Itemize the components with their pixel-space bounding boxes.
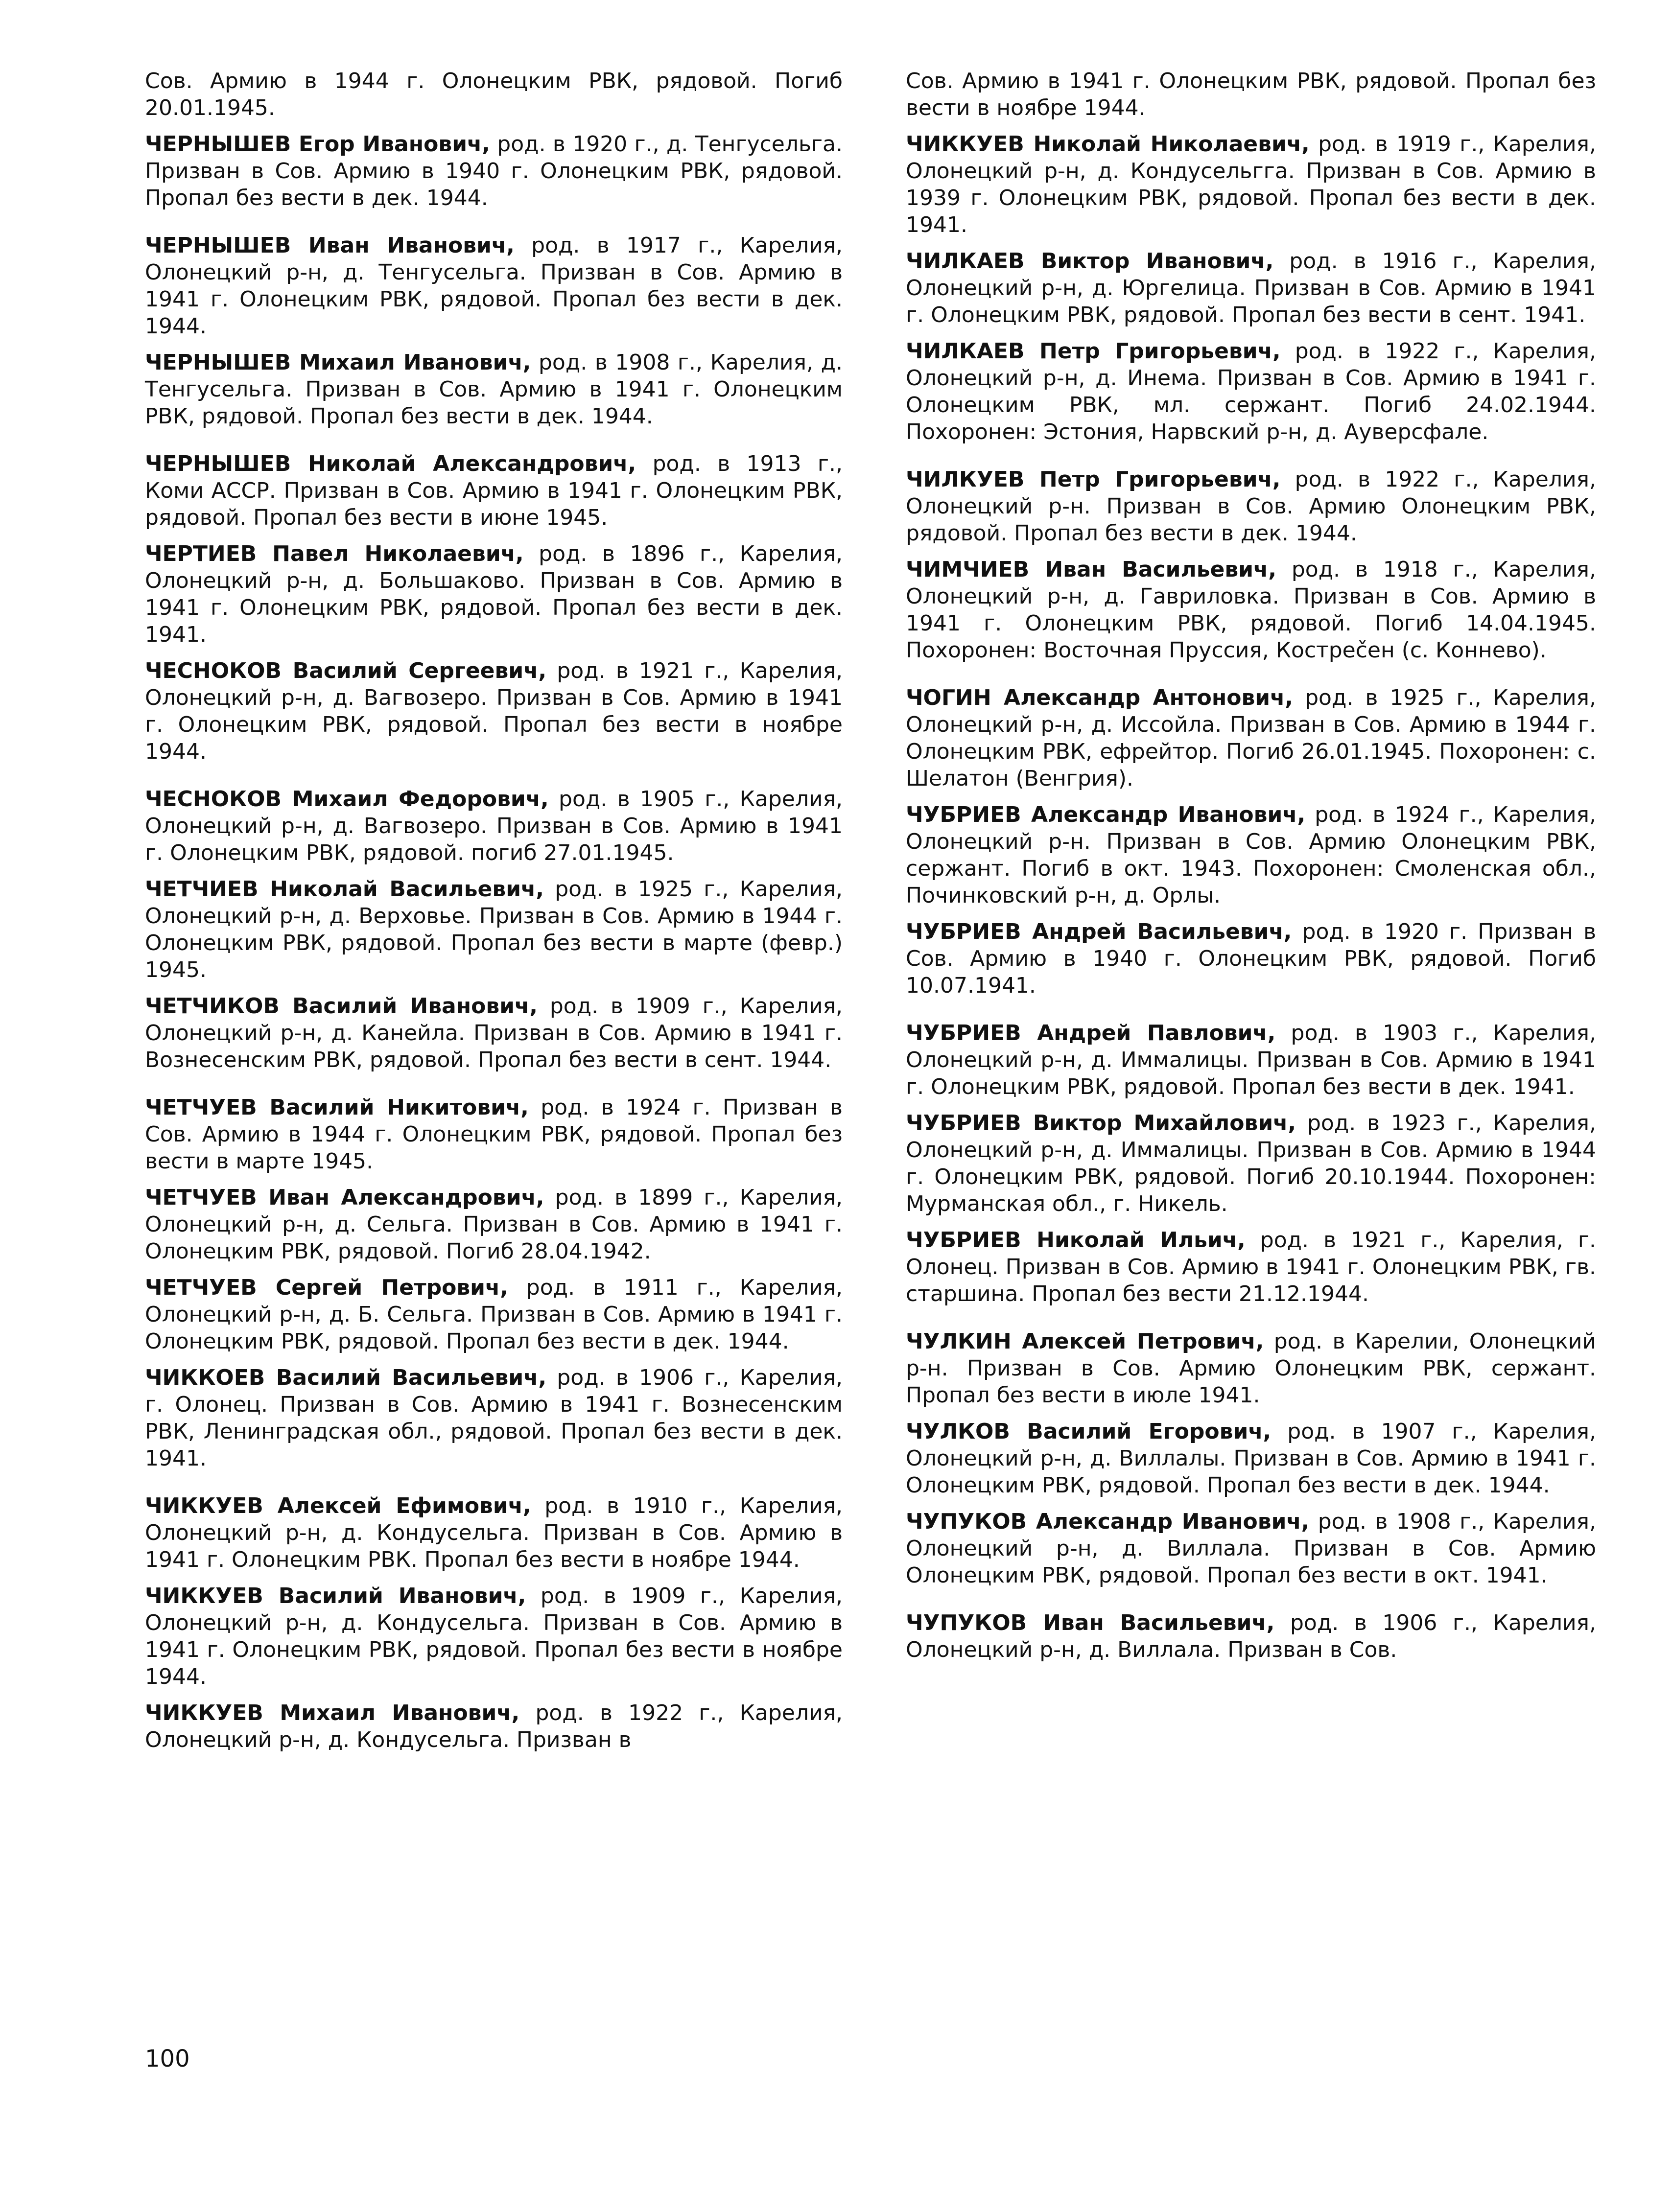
entry-text: род. в 1922 г., Карелия, Олонецкий р-н, д. Кондусельга. Призван в xyxy=(145,1700,843,1752)
entry-name: ЧУБРИЕВ Николай Ильич, xyxy=(906,1228,1246,1253)
entry-text: род. в 1907 г., Карелия, Олонецкий р-н, д. Виллалы. Призван в Сов. Армию в 1941 г. Олонецким РВК, рядовой. Пропал без вести в дек. 1944. xyxy=(906,1419,1596,1498)
entry-name: ЧЕТЧУЕВ Сергей Петрович, xyxy=(145,1275,508,1300)
entry-name: ЧИККУЕВ Алексей Ефимович, xyxy=(145,1493,531,1518)
list-entry xyxy=(906,338,1596,445)
entry-name: ЧИККУЕВ Николай Николаевич, xyxy=(906,132,1310,157)
entry-text: род. в 1910 г., Карелия, Олонецкий р-н, д. Кондусельга. Призван в Сов. Армию в 1941 г. Олонецким РВК. Пропал без вести в ноябре 1944. xyxy=(145,1493,843,1572)
list-entry xyxy=(906,801,1596,909)
entry-text: род. в 1920 г., д. Тенгусельга. Призван в Сов. Армию в 1940 г. Олонецким РВК, рядовой. Пропал без вести в дек. 1944. xyxy=(145,132,843,210)
entry-name: ЧЕРНЫШЕВ Михаил Иванович, xyxy=(145,350,531,375)
list-entry xyxy=(906,1418,1596,1499)
entry-text: род. в 1923 г., Карелия, Олонецкий р-н, д. Иммалицы. Призван в Сов. Армию в 1944 г. Олонецким РВК, рядовой. Погиб 20.10.1944. Похоронен: Мурманская обл., г. Никель. xyxy=(906,1111,1596,1216)
list-entry xyxy=(906,131,1596,238)
list-entry xyxy=(906,1227,1596,1307)
entry-name: ЧУПУКОВ Иван Васильевич, xyxy=(906,1610,1275,1635)
entry-text: род. в 1925 г., Карелия, Олонецкий р-н, д. Иссойла. Призван в Сов. Армию в 1944 г. Олонецким РВК, ефрейтор. Погиб 26.01.1945. Похоронен: с. Шелатон (Венгрия). xyxy=(906,685,1596,791)
entry-name: ЧИККОЕВ Василий Васильевич, xyxy=(145,1365,547,1390)
entry-text: род. в 1919 г., Карелия, Олонецкий р-н, д. Кондусельгга. Призван в Сов. Армию в 1939 г. Олонецким РВК, рядовой. Пропал без вести в дек. 1941. xyxy=(906,132,1597,237)
list-entry xyxy=(145,1184,843,1265)
entry-text: род. в 1922 г., Карелия, Олонецкий р-н. Призван в Сов. Армию Олонецким РВК, рядовой. Пропал без вести в дек. 1944. xyxy=(906,467,1597,546)
list-entry xyxy=(906,1110,1596,1217)
list-entry xyxy=(906,556,1596,664)
list-entry xyxy=(906,466,1596,547)
entry-text: род. в Карелии, Олонецкий р-н. Призван в Сов. Армию Олонецким РВК, сержант. Пропал без вести в июле 1941. xyxy=(906,1329,1596,1408)
entry-text: род. в 1909 г., Карелия, Олонецкий р-н, д. Канейла. Призван в Сов. Армию в 1941 г. Вознесенским РВК, рядовой. Пропал без вести в сент. 1944. xyxy=(145,994,843,1072)
entry-text: род. в 1916 г., Карелия, Олонецкий р-н, д. Юргелица. Призван в Сов. Армию в 1941 г. Олонецким РВК, рядовой. Пропал без вести в сент. 1941. xyxy=(906,249,1596,327)
entry-text: род. в 1906 г., Карелия, Олонецкий р-н, д. Виллала. Призван в Сов. xyxy=(906,1610,1596,1662)
entry-name: ЧИККУЕВ Василий Иванович, xyxy=(145,1583,526,1608)
list-entry xyxy=(145,1700,843,1753)
entry-text: Сов. Армию в 1944 г. Олонецким РВК, рядовой. Погиб 20.01.1945. xyxy=(145,69,843,120)
entry-text: род. в 1905 г., Карелия, Олонецкий р-н, д. Вагвозеро. Призван в Сов. Армию в 1941 г. Олонецким РВК, рядовой. погиб 27.01.1945. xyxy=(145,787,843,865)
entry-name: ЧУБРИЕВ Андрей Васильевич, xyxy=(906,919,1292,944)
list-entry xyxy=(145,1492,843,1573)
entry-name: ЧЕТЧИЕВ Николай Васильевич, xyxy=(145,877,544,902)
entry-text: род. в 1924 г. Призван в Сов. Армию в 1944 г. Олонецким РВК, рядовой. Пропал без вести в марте 1945. xyxy=(145,1095,843,1174)
entry-name: ЧЕСНОКОВ Василий Сергеевич, xyxy=(145,658,547,683)
entry-text: род. в 1899 г., Карелия, Олонецкий р-н, д. Сельга. Призван в Сов. Армию в 1941 г. Олонецким РВК, рядовой. Погиб 28.04.1942. xyxy=(145,1185,843,1264)
entry-text: род. в 1918 г., Карелия, Олонецкий р-н, д. Гавриловка. Призван в Сов. Армию в 1941 г. Олонецким РВК, рядовой. Погиб 14.04.1945. Похоронен: Восточная Пруссия, Кострečен (с. Коннево). xyxy=(906,557,1597,663)
list-entry xyxy=(145,232,843,340)
left-column xyxy=(145,68,843,1753)
entry-text: род. в 1909 г., Карелия, Олонецкий р-н, д. Кондусельга. Призван в Сов. Армию в 1941 г. Олонецким РВК, рядовой. Пропал без вести в ноябре 1944. xyxy=(145,1583,843,1689)
entry-name: ЧУБРИЕВ Александр Иванович, xyxy=(906,802,1306,827)
entry-name: ЧУЛКИН Алексей Петрович, xyxy=(906,1329,1264,1354)
entry-text: род. в 1920 г. Призван в Сов. Армию в 1940 г. Олонецким РВК, рядовой. Погиб 10.07.1941. xyxy=(906,919,1596,998)
list-entry xyxy=(145,1364,843,1472)
right-column xyxy=(906,68,1596,1663)
list-entry xyxy=(145,1583,843,1690)
entry-name: ЧИЛКАЕВ Петр Григорьевич, xyxy=(906,339,1281,364)
entry-name: ЧУБРИЕВ Виктор Михайлович, xyxy=(906,1111,1296,1136)
entry-text: род. в 1903 г., Карелия, Олонецкий р-н, д. Иммалицы. Призван в Сов. Армию в 1941 г. Олонецким РВК, рядовой. Пропал без вести в дек. 1941. xyxy=(906,1021,1597,1099)
entry-name: ЧУБРИЕВ Андрей Павлович, xyxy=(906,1021,1276,1046)
list-entry xyxy=(906,1609,1596,1663)
entry-text: род. в 1906 г., Карелия, г. Олонец. Призван в Сов. Армию в 1941 г. Вознесенским РВК, Ленинградская обл., рядовой. Пропал без вести в дек. 1941. xyxy=(145,1365,843,1471)
entry-text: род. в 1908 г., Карелия, Олонецкий р-н, д. Виллала. Призван в Сов. Армию Олонецким РВК, рядовой. Пропал без вести в окт. 1941. xyxy=(906,1509,1597,1588)
list-entry xyxy=(906,248,1596,328)
entry-name: ЧЕСНОКОВ Михаил Федорович, xyxy=(145,787,549,812)
entry-name: ЧУЛКОВ Василий Егорович, xyxy=(906,1419,1272,1444)
entry-name: ЧИМЧИЕВ Иван Васильевич, xyxy=(906,557,1276,582)
entry-name: ЧЕТЧУЕВ Иван Александрович, xyxy=(145,1185,544,1210)
page-number: 100 xyxy=(145,2045,190,2072)
list-entry xyxy=(906,1508,1596,1589)
entry-name: ЧЕРНЫШЕВ Иван Иванович, xyxy=(145,233,515,258)
entry-text: род. в 1917 г., Карелия, Олонецкий р-н, д. Тенгусельга. Призван в Сов. Армию в 1941 г. Олонецким РВК, рядовой. Пропал без вести в дек. 1944. xyxy=(145,233,843,339)
entry-text: род. в 1913 г., Коми АССР. Призван в Сов. Армию в 1941 г. Олонецким РВК, рядовой. Пропал без вести в июне 1945. xyxy=(145,451,843,530)
entry-text: род. в 1908 г., Карелия, д. Тенгусельга. Призван в Сов. Армию в 1941 г. Олонецким РВК, рядовой. Пропал без вести в дек. 1944. xyxy=(145,350,843,429)
entry-text: род. в 1896 г., Карелия, Олонецкий р-н, д. Большаково. Призван в Сов. Армию в 1941 г. Олонецким РВК, рядовой. Пропал без вести в дек. 1941. xyxy=(145,541,843,647)
list-entry xyxy=(906,68,1596,121)
entry-text: род. в 1911 г., Карелия, Олонецкий р-н, д. Б. Сельга. Призван в Сов. Армию в 1941 г. Олонецким РВК, рядовой. Пропал без вести в дек. 1944. xyxy=(145,1275,843,1354)
list-entry xyxy=(145,349,843,430)
list-entry xyxy=(906,1020,1596,1100)
entry-name: ЧОГИН Александр Антонович, xyxy=(906,685,1294,710)
entry-name: ЧУПУКОВ Александр Иванович, xyxy=(906,1509,1310,1534)
entry-name: ЧЕРТИЕВ Павел Николаевич, xyxy=(145,541,524,566)
entry-text: род. в 1924 г., Карелия, Олонецкий р-н. Призван в Сов. Армию Олонецким РВК, сержант. Погиб в окт. 1943. Похоронен: Смоленская обл., Починковский р-н, д. Орлы. xyxy=(906,802,1597,908)
list-entry xyxy=(906,1328,1596,1409)
entry-text: род. в 1921 г., Карелия, Олонецкий р-н, д. Вагвозеро. Призван в Сов. Армию в 1941 г. Олонецким РВК, рядовой. Пропал без вести в ноябре 1944. xyxy=(145,658,843,764)
list-entry xyxy=(145,131,843,211)
list-entry xyxy=(906,918,1596,999)
entry-text: род. в 1922 г., Карелия, Олонецкий р-н, д. Инема. Призван в Сов. Армию в 1941 г. Олонецким РВК, мл. сержант. Погиб 24.02.1944. Похоронен: Эстония, Нарвский р-н, д. Ауверсфале. xyxy=(906,339,1596,444)
entry-text: Сов. Армию в 1941 г. Олонецким РВК, рядовой. Пропал без вести в ноябре 1944. xyxy=(906,69,1596,120)
list-entry xyxy=(145,68,843,121)
list-entry xyxy=(145,1094,843,1175)
list-entry xyxy=(145,993,843,1073)
entry-name: ЧИЛКУЕВ Петр Григорьевич, xyxy=(906,467,1281,492)
entry-name: ЧЕТЧИКОВ Василий Иванович, xyxy=(145,994,538,1019)
list-entry xyxy=(145,540,843,648)
entry-name: ЧИЛКАЕВ Виктор Иванович, xyxy=(906,249,1274,274)
list-entry xyxy=(145,876,843,983)
entry-name: ЧЕРНЫШЕВ Николай Александрович, xyxy=(145,451,636,476)
entry-text: род. в 1925 г., Карелия, Олонецкий р-н, д. Верховье. Призван в Сов. Армию в 1944 г. Олонецким РВК, рядовой. Пропал без вести в марте (февр.) 1945. xyxy=(145,877,843,982)
entry-name: ЧИККУЕВ Михаил Иванович, xyxy=(145,1700,520,1725)
list-entry xyxy=(906,684,1596,792)
list-entry xyxy=(145,657,843,765)
list-entry xyxy=(145,786,843,866)
list-entry xyxy=(145,450,843,531)
list-entry xyxy=(145,1274,843,1355)
entry-name: ЧЕТЧУЕВ Василий Никитович, xyxy=(145,1095,529,1120)
entry-text: род. в 1921 г., Карелия, г. Олонец. Призван в Сов. Армию в 1941 г. Олонецким РВК, гв. старшина. Пропал без вести 21.12.1944. xyxy=(906,1228,1596,1306)
entry-name: ЧЕРНЫШЕВ Егор Иванович, xyxy=(145,132,490,157)
